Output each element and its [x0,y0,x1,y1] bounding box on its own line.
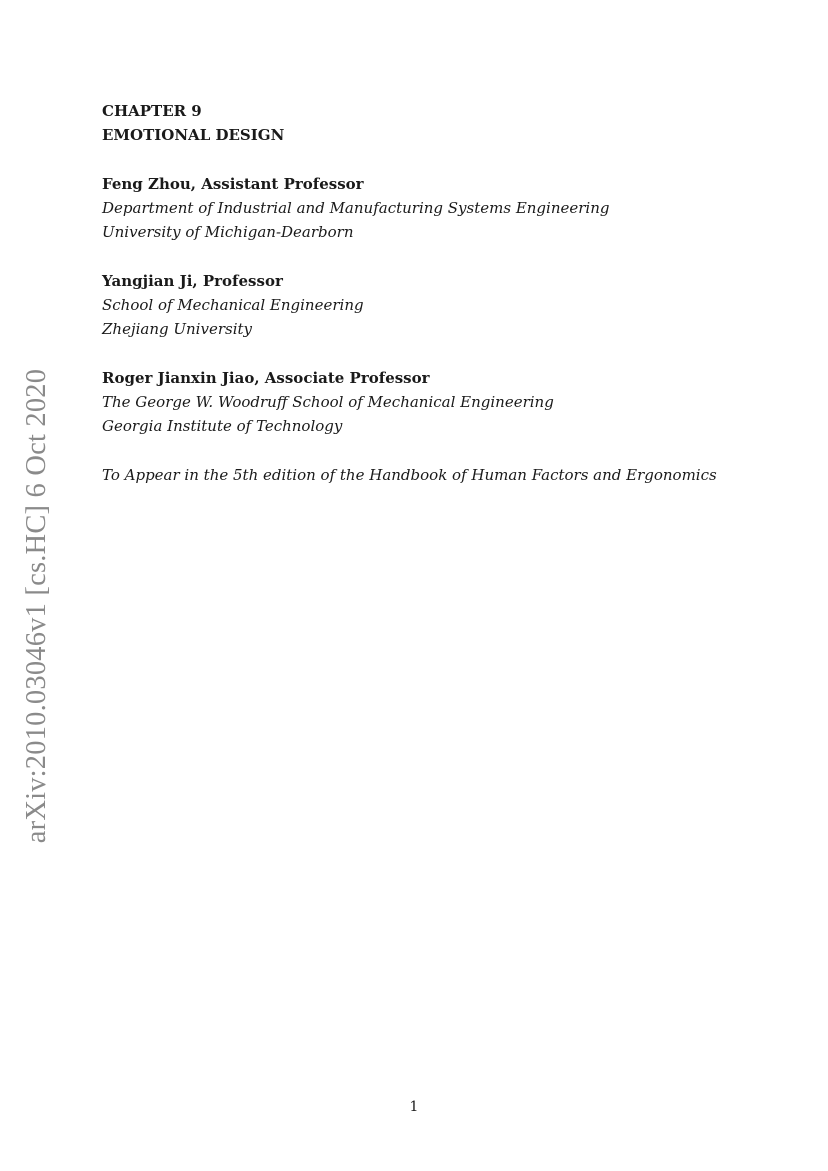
author-institution: University of Michigan-Dearborn [102,223,354,241]
chapter-title: EMOTIONAL DESIGN [102,126,285,144]
author-name: Yangjian Ji, Professor [102,272,283,290]
publication-note: To Appear in the 5th edition of the Handbook of Human Factors and Ergonomics [102,466,717,484]
author-department: Department of Industrial and Manufacturing Systems Engineering [102,199,610,217]
author-department: The George W. Woodruff School of Mechanical Engineering [102,393,554,411]
title-page-content [102,99,742,487]
author-department: School of Mechanical Engineering [102,296,364,314]
author-institution: Georgia Institute of Technology [102,417,343,435]
author-name: Feng Zhou, Assistant Professor [102,175,364,193]
author-name: Roger Jianxin Jiao, Associate Professor [102,369,430,387]
chapter-number: CHAPTER 9 [102,102,202,120]
author-block-1 [102,172,742,244]
author-block-2 [102,269,742,341]
author-institution: Zhejiang University [102,320,252,338]
author-block-3 [102,366,742,438]
chapter-heading [102,99,742,147]
arxiv-identifier-stamp: arXiv:2010.03046v1 [cs.HC] 6 Oct 2020 [21,368,52,844]
page-number: 1 [409,1099,419,1115]
